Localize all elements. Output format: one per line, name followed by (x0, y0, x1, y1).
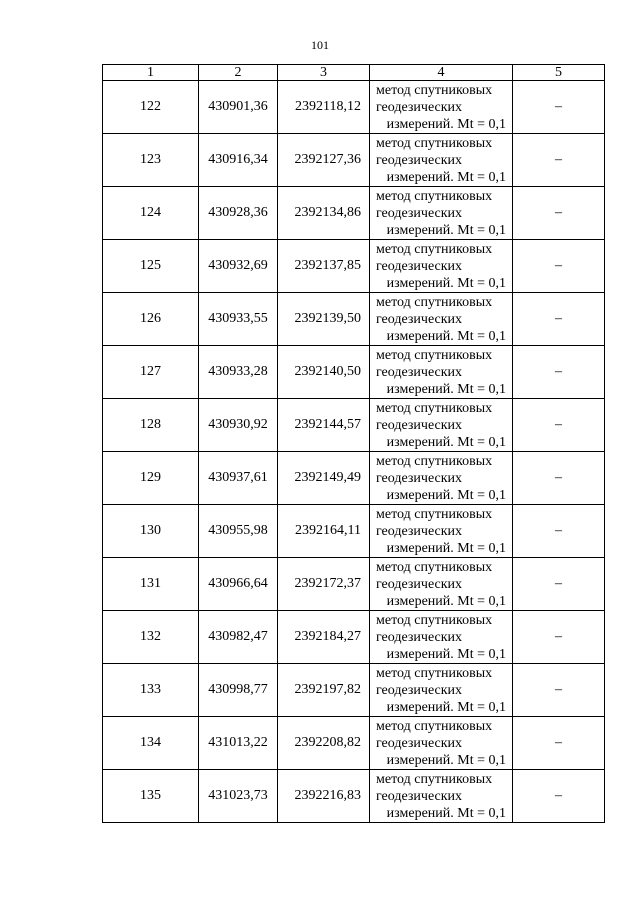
point-number-cell: 132 (103, 611, 199, 664)
method-text-line: геодезических (376, 470, 463, 486)
method-text-line: измерений. Mt = 0,1 (386, 752, 506, 768)
x-coordinate-cell: 430998,77 (199, 664, 278, 717)
method-text-line: измерений. Mt = 0,1 (386, 434, 506, 450)
y-coordinate-cell: 2392144,57 (278, 399, 370, 452)
y-coordinate-cell: 2392164,11 (278, 505, 370, 558)
x-coordinate-cell: 431023,73 (199, 770, 278, 823)
column-header: 4 (370, 65, 513, 81)
table-row (103, 240, 605, 293)
y-coordinate-cell: 2392184,27 (278, 611, 370, 664)
note-cell: – (513, 346, 605, 399)
method-text-line: геодезических (376, 576, 463, 592)
point-number-cell: 124 (103, 187, 199, 240)
table-row (103, 81, 605, 134)
method-text-line: измерений. Mt = 0,1 (386, 328, 506, 344)
method-text-line: метод спутниковых (376, 135, 493, 151)
column-header: 5 (513, 65, 605, 81)
column-header: 2 (199, 65, 278, 81)
x-coordinate-cell: 430928,36 (199, 187, 278, 240)
note-cell: – (513, 187, 605, 240)
method-text-line: геодезических (376, 523, 463, 539)
method-text-line: геодезических (376, 311, 463, 327)
table-header-row (103, 65, 605, 81)
method-cell (370, 81, 513, 134)
method-cell (370, 134, 513, 187)
y-coordinate-cell: 2392127,36 (278, 134, 370, 187)
method-text-line: геодезических (376, 735, 463, 751)
method-cell (370, 399, 513, 452)
note-cell: – (513, 240, 605, 293)
method-text-line: метод спутниковых (376, 294, 493, 310)
method-text-line: геодезических (376, 364, 463, 380)
method-cell (370, 770, 513, 823)
y-coordinate-cell: 2392139,50 (278, 293, 370, 346)
x-coordinate-cell: 430955,98 (199, 505, 278, 558)
point-number-cell: 126 (103, 293, 199, 346)
method-text-line: геодезических (376, 417, 463, 433)
method-cell (370, 452, 513, 505)
method-text-line: измерений. Mt = 0,1 (386, 169, 506, 185)
table-row (103, 293, 605, 346)
y-coordinate-cell: 2392134,86 (278, 187, 370, 240)
method-text-line: метод спутниковых (376, 771, 493, 787)
x-coordinate-cell: 430937,61 (199, 452, 278, 505)
method-text-line: геодезических (376, 682, 463, 698)
point-number-cell: 134 (103, 717, 199, 770)
point-number-cell: 122 (103, 81, 199, 134)
method-text-line: измерений. Mt = 0,1 (386, 805, 506, 821)
method-text-line: измерений. Mt = 0,1 (386, 116, 506, 132)
x-coordinate-cell: 430901,36 (199, 81, 278, 134)
point-number-cell: 125 (103, 240, 199, 293)
point-number-cell: 123 (103, 134, 199, 187)
method-cell (370, 717, 513, 770)
method-text-line: метод спутниковых (376, 347, 493, 363)
method-text-line: измерений. Mt = 0,1 (386, 275, 506, 291)
column-header: 1 (103, 65, 199, 81)
note-cell: – (513, 452, 605, 505)
method-cell (370, 293, 513, 346)
method-cell (370, 558, 513, 611)
x-coordinate-cell: 430932,69 (199, 240, 278, 293)
note-cell: – (513, 293, 605, 346)
table-row (103, 452, 605, 505)
table-row (103, 134, 605, 187)
y-coordinate-cell: 2392140,50 (278, 346, 370, 399)
method-text-line: геодезических (376, 99, 463, 115)
method-text-line: метод спутниковых (376, 506, 493, 522)
method-text-line: геодезических (376, 152, 463, 168)
y-coordinate-cell: 2392197,82 (278, 664, 370, 717)
note-cell: – (513, 505, 605, 558)
method-text-line: геодезических (376, 205, 463, 221)
method-cell (370, 664, 513, 717)
method-text-line: измерений. Mt = 0,1 (386, 699, 506, 715)
method-text-line: измерений. Mt = 0,1 (386, 222, 506, 238)
note-cell: – (513, 611, 605, 664)
note-cell: – (513, 399, 605, 452)
method-cell (370, 240, 513, 293)
method-text-line: метод спутниковых (376, 665, 493, 681)
method-text-line: метод спутниковых (376, 718, 493, 734)
method-text-line: измерений. Mt = 0,1 (386, 487, 506, 503)
x-coordinate-cell: 431013,22 (199, 717, 278, 770)
method-text-line: метод спутниковых (376, 400, 493, 416)
point-number-cell: 135 (103, 770, 199, 823)
note-cell: – (513, 558, 605, 611)
table-row (103, 187, 605, 240)
y-coordinate-cell: 2392216,83 (278, 770, 370, 823)
method-text-line: метод спутниковых (376, 559, 493, 575)
method-text-line: метод спутниковых (376, 453, 493, 469)
y-coordinate-cell: 2392137,85 (278, 240, 370, 293)
x-coordinate-cell: 430933,55 (199, 293, 278, 346)
method-text-line: измерений. Mt = 0,1 (386, 593, 506, 609)
page-number: 101 (311, 38, 329, 52)
method-cell (370, 346, 513, 399)
method-text-line: геодезических (376, 629, 463, 645)
y-coordinate-cell: 2392208,82 (278, 717, 370, 770)
coordinates-table (102, 64, 605, 823)
table-row (103, 399, 605, 452)
note-cell: – (513, 134, 605, 187)
table-row (103, 558, 605, 611)
table-row (103, 346, 605, 399)
note-cell: – (513, 81, 605, 134)
method-cell (370, 505, 513, 558)
method-text-line: измерений. Mt = 0,1 (386, 381, 506, 397)
note-cell: – (513, 717, 605, 770)
y-coordinate-cell: 2392149,49 (278, 452, 370, 505)
table-row (103, 505, 605, 558)
y-coordinate-cell: 2392118,12 (278, 81, 370, 134)
column-header: 3 (278, 65, 370, 81)
point-number-cell: 131 (103, 558, 199, 611)
table-row (103, 770, 605, 823)
x-coordinate-cell: 430930,92 (199, 399, 278, 452)
method-text-line: геодезических (376, 258, 463, 274)
method-cell (370, 611, 513, 664)
x-coordinate-cell: 430966,64 (199, 558, 278, 611)
note-cell: – (513, 664, 605, 717)
note-cell: – (513, 770, 605, 823)
method-text-line: метод спутниковых (376, 188, 493, 204)
table-row (103, 664, 605, 717)
method-text-line: измерений. Mt = 0,1 (386, 540, 506, 556)
table-row (103, 611, 605, 664)
method-text-line: метод спутниковых (376, 82, 493, 98)
point-number-cell: 128 (103, 399, 199, 452)
table-row (103, 717, 605, 770)
point-number-cell: 130 (103, 505, 199, 558)
method-text-line: метод спутниковых (376, 612, 493, 628)
point-number-cell: 133 (103, 664, 199, 717)
x-coordinate-cell: 430933,28 (199, 346, 278, 399)
point-number-cell: 129 (103, 452, 199, 505)
x-coordinate-cell: 430982,47 (199, 611, 278, 664)
method-text-line: метод спутниковых (376, 241, 493, 257)
point-number-cell: 127 (103, 346, 199, 399)
y-coordinate-cell: 2392172,37 (278, 558, 370, 611)
x-coordinate-cell: 430916,34 (199, 134, 278, 187)
method-text-line: измерений. Mt = 0,1 (386, 646, 506, 662)
method-cell (370, 187, 513, 240)
method-text-line: геодезических (376, 788, 463, 804)
